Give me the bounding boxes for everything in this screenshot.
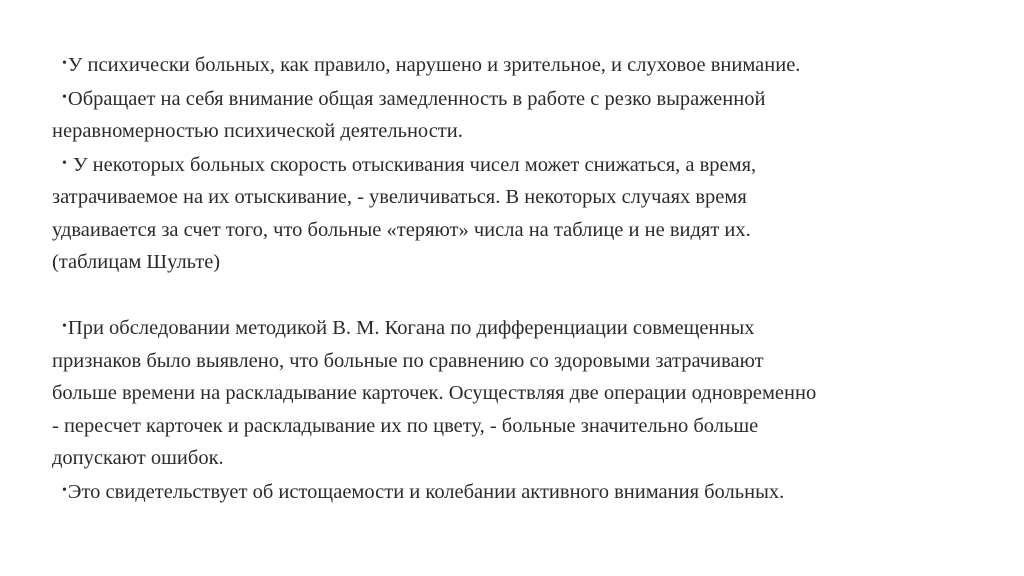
paragraph-line: неравномерностью психической деятельности. xyxy=(52,120,463,142)
text-body xyxy=(52,48,982,508)
paragraph-slowness xyxy=(52,82,982,148)
line-text: Обращает на себя внимание общая замедленность в работе с резко выраженной xyxy=(67,87,766,110)
line-text: При обследовании методикой В. М. Когана по дифференциации совмещенных xyxy=(67,317,755,339)
paragraph-kogan-method xyxy=(52,311,982,475)
paragraph-conclusion xyxy=(52,475,982,509)
bullet-icon: • xyxy=(62,155,67,171)
paragraph-line: допускают ошибок. xyxy=(52,447,224,469)
bullet-icon: • xyxy=(62,89,67,105)
paragraph-number-search xyxy=(52,148,982,279)
paragraph-line xyxy=(52,475,982,509)
bullet-icon: • xyxy=(62,482,67,498)
paragraph-line: - пересчет карточек и раскладывание их по цвету, - больные значительно больше xyxy=(52,414,759,437)
paragraph-line xyxy=(52,148,982,182)
paragraph-line xyxy=(52,311,982,345)
paragraph-line: больше времени на раскладывание карточек. Осуществляя две операции одновременно xyxy=(52,382,817,404)
paragraph-line: затрачиваемое на их отыскивание, - увеличиваться. В некоторых случаях время xyxy=(52,186,747,208)
paragraph-attention-impairment xyxy=(52,48,982,82)
paragraph-line xyxy=(52,48,982,82)
paragraph-line: удваивается за счет того, что больные «теряют» числа на таблице и не видят их. xyxy=(52,218,751,241)
paragraph-line: (таблицам Шульте) xyxy=(52,251,221,273)
paragraph-line: признаков было выявлено, что больные по сравнению со здоровыми затрачивают xyxy=(52,349,764,372)
line-text: У психически больных, как правило, нарушено и зрительное, и слуховое внимание. xyxy=(67,54,801,76)
blank-line xyxy=(52,279,982,312)
line-text: У некоторых больных скорость отыскивания чисел может снижаться, а время, xyxy=(67,153,757,176)
paragraph-line xyxy=(52,82,982,116)
bullet-icon: • xyxy=(62,56,67,71)
line-text: Это свидетельствует об истощаемости и колебании активного внимания больных. xyxy=(67,480,785,503)
bullet-icon: • xyxy=(62,319,67,334)
